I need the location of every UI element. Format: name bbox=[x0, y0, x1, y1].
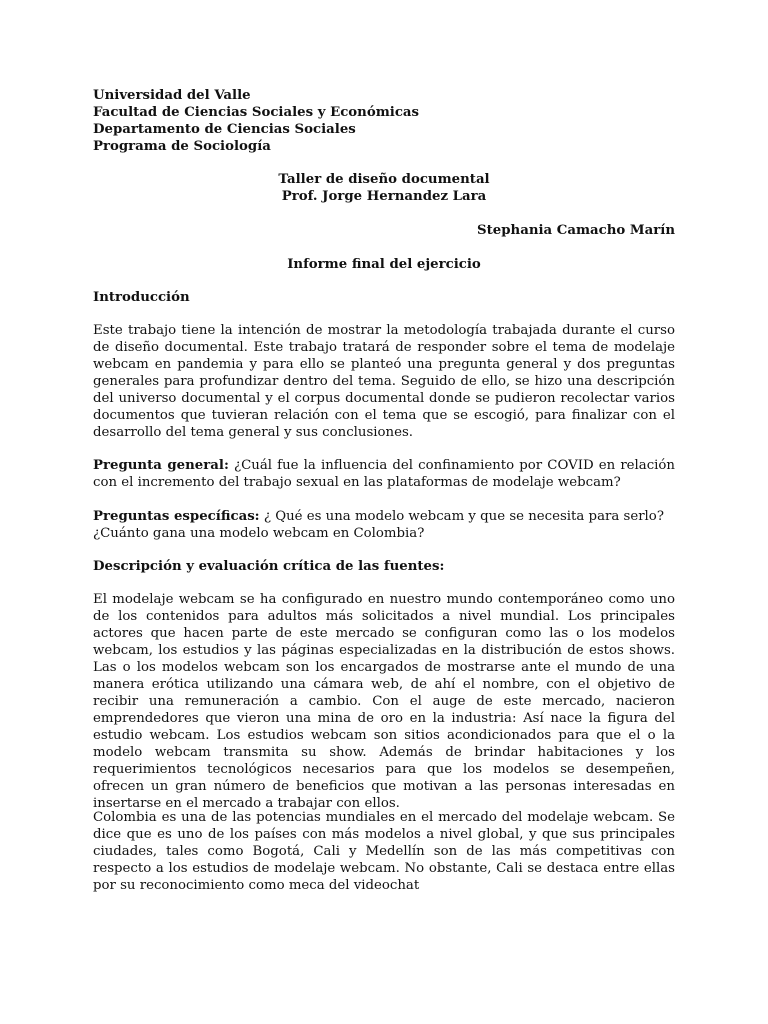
course-title: Taller de diseño documental bbox=[278, 172, 490, 187]
sources-paragraph-1: El modelaje webcam se ha configurado en nuestro mundo contemporáneo como uno de los contenidos para adultos más solicitados a nivel mundial. Los principales actores que hacen parte de este mercado se configuran como las o los modelos webcam, los estudios y las páginas especializadas en la distribución de estos shows. Las o los modelos webcam son los encargados de mostrarse ante el mundo de una manera erótica utilizando una cámara web, de ahí el nombre, con el objetivo de recibir una remuneración a cambio. Con el auge de este mercado, nacieron emprendedores que vieron una mina de oro en la industria: Así nace la figura del estudio webcam. Los estudios webcam son sitios acondicionados para que el o la modelo webcam transmita su show. Además de brindar habitaciones y los requerimientos tecnológicos necesarios para que los modelos se desempeñen, ofrecen un gran número de beneficios que motivan a las personas interesadas en insertarse en el mercado a trabajar con ellos. bbox=[93, 592, 675, 811]
intro-paragraph: Este trabajo tiene la intención de mostrar la metodología trabajada durante el curso de diseño documental. Este trabajo tratará de responder sobre el tema de modelaje webcam en pandemia y para ello se planteó una pregunta general y dos preguntas generales para profundizar dentro del tema. Seguido de ello, se hizo una descripción del universo documental y el corpus documental donde se pudieron recolectar varios documentos que tuvieran relación con el tema que se escogió, para finalizar con el desarrollo del tema general y sus conclusiones. bbox=[93, 323, 675, 440]
general-question-label: Pregunta general: bbox=[93, 458, 229, 473]
program-name: Programa de Sociología bbox=[93, 139, 271, 154]
department-name: Departamento de Ciencias Sociales bbox=[93, 122, 356, 137]
faculty-name: Facultad de Ciencias Sociales y Económicas bbox=[93, 105, 420, 120]
specific-questions-label: Preguntas específicas: bbox=[93, 509, 260, 524]
intro-heading: Introducción bbox=[93, 290, 190, 305]
specific-questions bbox=[93, 508, 675, 542]
author-name: Stephania Camacho Marín bbox=[477, 223, 675, 238]
general-question-text: ¿Cuál fue la influencia del confinamiento por COVID en relación con el incremento del trabajo sexual en las plataformas de modelaje webcam? bbox=[93, 458, 675, 490]
specific-question-2: ¿Cuánto gana una modelo webcam en Colombia? bbox=[93, 526, 425, 541]
general-question bbox=[93, 457, 675, 491]
university-name: Universidad del Valle bbox=[93, 88, 251, 103]
sources-heading: Descripción y evaluación crítica de las fuentes: bbox=[93, 559, 445, 574]
report-title: Informe final del ejercicio bbox=[287, 257, 481, 272]
professor-name: Prof. Jorge Hernandez Lara bbox=[281, 189, 487, 204]
specific-question-1: ¿ Qué es una modelo webcam y que se necesita para serlo? bbox=[259, 509, 664, 524]
sources-paragraph-2: Colombia es una de las potencias mundiales en el mercado del modelaje webcam. Se dice que es uno de los países con más modelos a nivel global, y que sus principales ciudades, tales como Bogotá, Cali y Medellín son de las más competitivas con respecto a los estudios de modelaje webcam. No obstante, Cali se destaca entre ellas por su reconocimiento como meca del videochat bbox=[93, 810, 675, 893]
institution-header bbox=[93, 87, 683, 155]
